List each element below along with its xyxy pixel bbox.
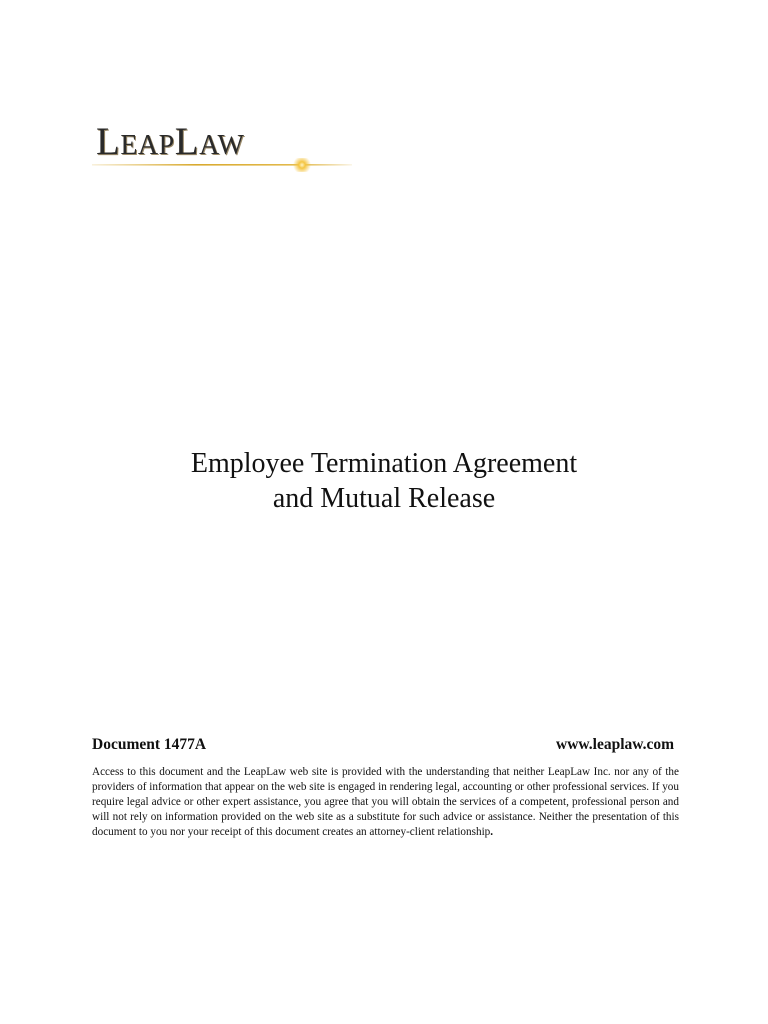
document-number: Document 1477A	[92, 736, 207, 753]
website-url: www.leaplaw.com	[556, 736, 674, 753]
logo-wordmark: LEAPLAW	[96, 120, 245, 163]
title-line-1: Employee Termination Agreement	[190, 448, 578, 479]
leaplaw-logo	[92, 118, 362, 178]
title-line-2: and Mutual Release	[272, 483, 496, 514]
document-info-row	[92, 736, 676, 756]
disclaimer-text: Access to this document and the LeapLaw web site is provided with the understanding that neither LeapLaw Inc. nor any of the providers of information that appear on the web site is engaged in rendering legal, accounting or other professional services. If you require legal advice or other expert assistance, you agree that you will obtain the services of a competent, professional person and will not rely on information provided on the web site as a substitute for such advice or assistance. Neither the presentation of this document to you nor your receipt of this document creates an attorney-client relationship	[92, 766, 679, 838]
disclaimer-paragraph	[92, 765, 679, 840]
disclaimer-period: .	[490, 826, 494, 838]
document-title	[0, 446, 768, 516]
